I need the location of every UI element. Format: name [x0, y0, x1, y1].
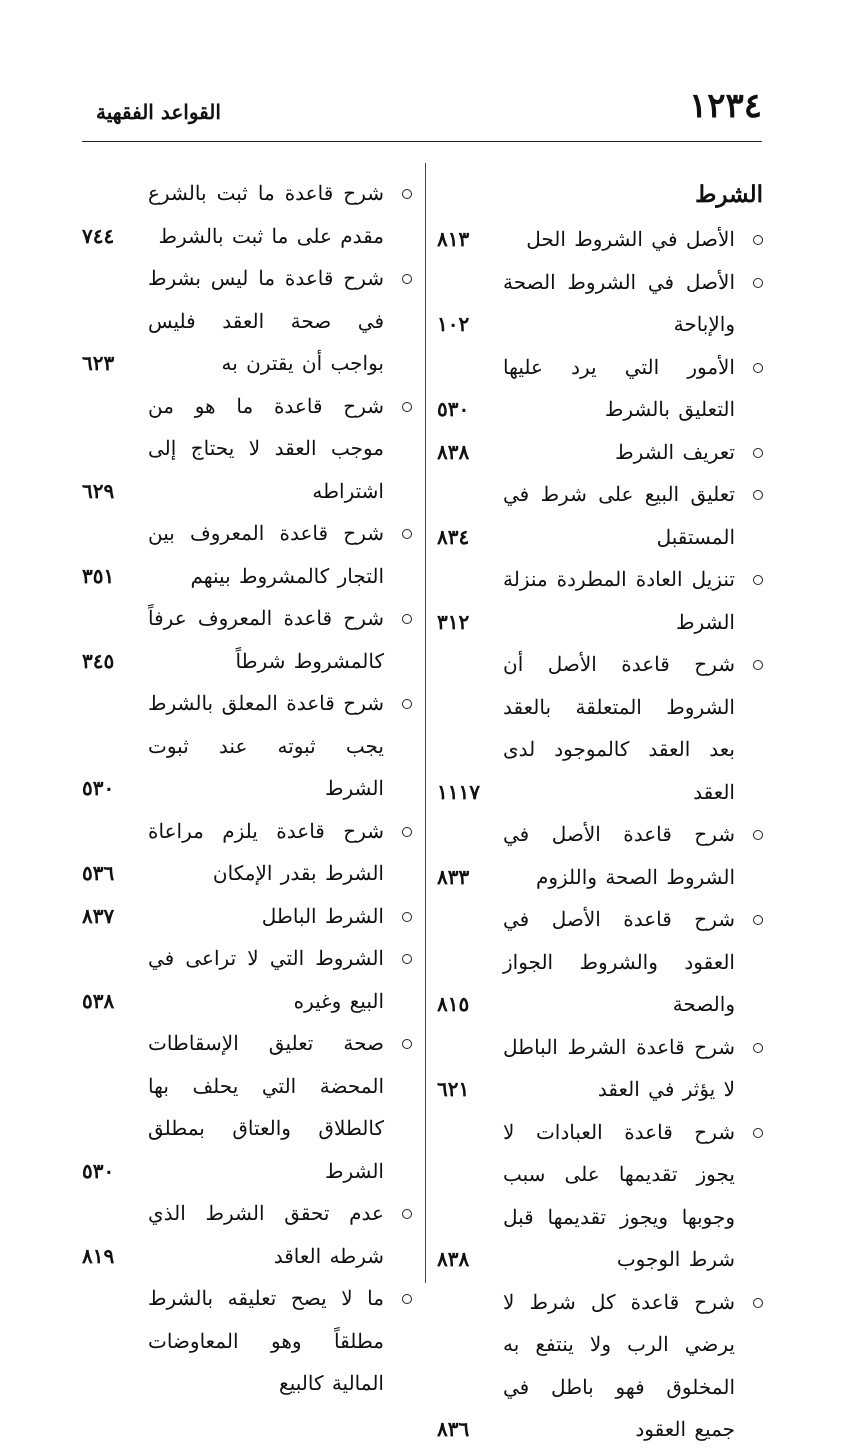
bullet-circle-icon: [402, 699, 412, 709]
entry-text: شرح قاعدة المعروف بين التجار كالمشروط بينهم: [148, 521, 384, 588]
entry-page-number: ٥٣٠: [437, 397, 470, 421]
entry-page-number: ٨٣٦: [437, 1417, 470, 1441]
entry-text: الأصل في الشروط الحل: [526, 227, 735, 251]
bullet-circle-icon: [753, 575, 763, 585]
bullet-circle-icon: [753, 235, 763, 245]
entry-page-number: ٣٤٥: [82, 648, 115, 673]
entry-text: شرح قاعدة يلزم مراعاة الشرط بقدر الإمكان: [148, 818, 384, 885]
index-entry: [82, 1192, 412, 1277]
entry-text: عدم تحقق الشرط الذي شرطه العاقد: [148, 1201, 384, 1268]
entry-text: شرح قاعدة الشرط الباطل لا يؤثر في العقد: [503, 1034, 735, 1101]
bullet-circle-icon: [753, 448, 763, 458]
entry-page-number: ٨٣٨: [437, 1247, 470, 1271]
entry-page-number: ٦٢٣: [82, 351, 115, 375]
index-entry: [82, 895, 412, 938]
index-entry: [82, 810, 412, 895]
index-entry: [437, 1111, 763, 1281]
entry-text: تعريف الشرط: [615, 439, 735, 464]
entry-text: الشروط التي لا تراعى في البيع وغيره: [148, 946, 384, 1013]
bullet-circle-icon: [402, 1039, 412, 1049]
bullet-circle-icon: [402, 827, 412, 837]
entry-page-number: ٨٣٣: [437, 864, 470, 889]
page-header: [82, 86, 762, 138]
entry-page-number: ٥٣٨: [82, 988, 115, 1013]
index-entry: [437, 218, 763, 261]
index-entry: [437, 558, 763, 643]
bullet-circle-icon: [753, 915, 763, 925]
section-heading: الشرط: [695, 181, 763, 208]
entry-text: شرح قاعدة العبادات لا يجوز تقديمها على سبب وجوبها ويجوز تقديمها قبل شرط الوجوب: [503, 1119, 735, 1271]
index-entry: [82, 1277, 412, 1405]
entry-page-number: ٨٣٧: [82, 903, 115, 928]
entry-text: ما لا يصح تعليقه بالشرط مطلقاً وهو المعاوضات المالية كالبيع: [148, 1286, 384, 1395]
index-entry: [82, 682, 412, 810]
entry-text: شرح قاعدة ما ليس بشرط في صحة العقد فليس بواجب أن يقترن به: [148, 266, 384, 375]
index-entry: [437, 813, 763, 898]
entry-page-number: ٧٤٤: [82, 223, 115, 248]
running-title: القواعد الفقهية: [96, 100, 221, 124]
index-entry: [437, 346, 763, 431]
bullet-circle-icon: [753, 1298, 763, 1308]
entry-page-number: ٥٣٠: [82, 1158, 115, 1183]
bullet-circle-icon: [753, 1043, 763, 1053]
entry-text: شرح قاعدة المعلق بالشرط يجب ثبوته عند ثبوت الشرط: [148, 691, 384, 800]
entry-page-number: ٦٢١: [437, 1077, 470, 1101]
index-list-right: [437, 218, 763, 1451]
bullet-circle-icon: [402, 529, 412, 539]
entry-text: تنزيل العادة المطردة منزلة الشرط: [503, 567, 735, 634]
entry-text: الأصل في الشروط الصحة والإباحة: [503, 269, 735, 336]
index-entry: [437, 1281, 763, 1451]
entry-text: شرح قاعدة ما ثبت بالشرع مقدم على ما ثبت بالشرط: [148, 181, 384, 248]
entry-page-number: ٨١٣: [437, 227, 470, 251]
index-entry: [82, 172, 412, 257]
index-entry: [437, 431, 763, 474]
index-entry: [437, 473, 763, 558]
index-entry: [437, 1026, 763, 1111]
index-entry: [82, 257, 412, 385]
index-column-left: [82, 172, 412, 1405]
bullet-circle-icon: [402, 274, 412, 284]
entry-text: صحة تعليق الإسقاطات المحضة التي يحلف بها كالطلاق والعتاق بمطلق الشرط: [148, 1031, 384, 1183]
entry-page-number: ٨١٥: [437, 992, 470, 1016]
bullet-circle-icon: [402, 912, 412, 922]
entry-page-number: ٦٢٩: [82, 478, 115, 503]
entry-page-number: ٣١٢: [437, 609, 470, 634]
index-list-left: [82, 172, 412, 1405]
entry-text: شرح قاعدة الأصل في الشروط الصحة واللزوم: [503, 822, 735, 889]
entry-text: شرح قاعدة الأصل في العقود والشروط الجواز والصحة: [503, 907, 735, 1016]
index-entry: [82, 597, 412, 682]
entry-text: الأمور التي يرد عليها التعليق بالشرط: [503, 354, 735, 421]
entry-page-number: ١١١٧: [437, 779, 480, 804]
entry-page-number: ٥٣٦: [82, 861, 115, 885]
entry-text: شرح قاعدة كل شرط لا يرضي الرب ولا ينتفع به المخلوق فهو باطل في جميع العقود: [503, 1289, 735, 1441]
index-entry: [437, 643, 763, 813]
bullet-circle-icon: [753, 363, 763, 373]
bullet-circle-icon: [402, 954, 412, 964]
header-rule: [82, 141, 762, 142]
entry-text: الشرط الباطل: [261, 903, 384, 928]
entry-page-number: ٨١٩: [82, 1243, 115, 1268]
bullet-circle-icon: [402, 614, 412, 624]
bullet-circle-icon: [402, 189, 412, 199]
entry-page-number: ٥٣٠: [82, 776, 115, 800]
bullet-circle-icon: [402, 1294, 412, 1304]
bullet-circle-icon: [753, 490, 763, 500]
bullet-circle-icon: [753, 830, 763, 840]
entry-text: شرح قاعدة الأصل أن الشروط المتعلقة بالعقد بعد العقد كالموجود لدى العقد: [503, 652, 735, 804]
column-divider: [425, 163, 426, 1283]
index-entry: [82, 937, 412, 1022]
bullet-circle-icon: [402, 1209, 412, 1219]
entry-text: شرح قاعدة المعروف عرفاً كالمشروط شرطاً: [148, 606, 384, 673]
index-entry: [82, 512, 412, 597]
index-entry: [437, 898, 763, 1026]
entry-page-number: ٨٣٨: [437, 439, 470, 464]
entry-page-number: ١٠٢: [437, 312, 470, 336]
index-entry: [82, 385, 412, 513]
page-number: ١٢٣٤: [688, 86, 762, 126]
entry-page-number: ٣٥١: [82, 563, 115, 588]
bullet-circle-icon: [753, 1128, 763, 1138]
entry-page-number: ٨٣٤: [437, 524, 470, 549]
index-entry: [437, 261, 763, 346]
bullet-circle-icon: [402, 402, 412, 412]
bullet-circle-icon: [753, 278, 763, 288]
index-entry: [82, 1022, 412, 1192]
bullet-circle-icon: [753, 660, 763, 670]
entry-text: تعليق البيع على شرط في المستقبل: [503, 482, 735, 549]
index-column-right: [437, 172, 763, 1451]
entry-text: شرح قاعدة ما هو من موجب العقد لا يحتاج إلى اشتراطه: [148, 393, 384, 503]
